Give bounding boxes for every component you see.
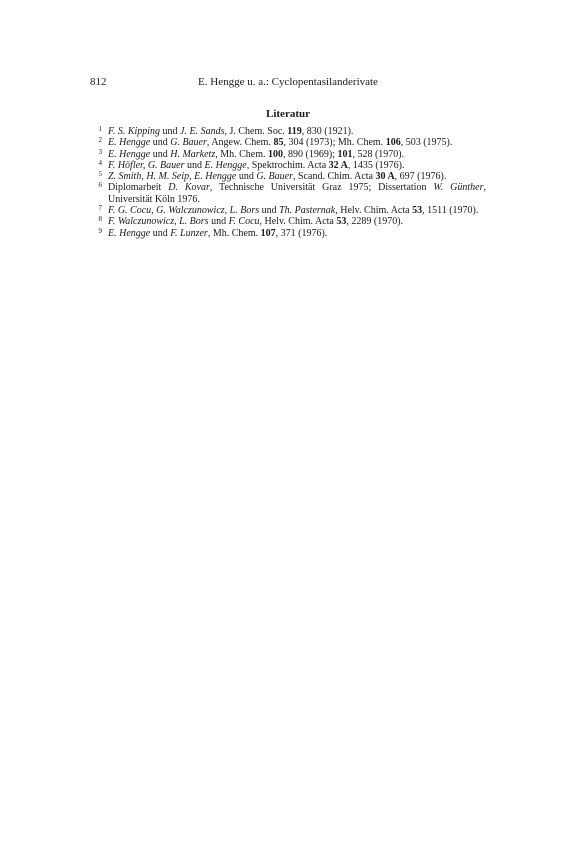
reference-text: , 697 (1976). [394,171,447,183]
reference-text: , Technische Universität Graz 1975; Dissertation [209,182,434,194]
reference-text: , Helv. Chim. Acta [335,205,413,217]
reference-author: E. Hengge [204,159,247,171]
reference-volume: 119 [287,126,302,137]
reference-item [90,137,486,148]
reference-number: 6 [98,181,102,190]
reference-author: Z. Smith, H. M. Seip, E. Hengge [108,171,237,183]
reference-text: , 890 (1969); [283,148,338,160]
reference-text: , Spektrochim. Acta [246,159,329,171]
reference-volume: 53 [336,216,347,228]
reference-author: E. Hengge [108,148,151,160]
reference-author: D. Kovar [168,182,210,194]
reference-volume: 100 [268,148,283,160]
reference-number: 7 [98,204,102,213]
reference-volume: 30 A [375,171,395,183]
reference-author: F. Höfler, G. Bauer [108,159,185,171]
reference-item [90,149,486,160]
reference-text: und [236,171,257,183]
reference-text: , Mh. Chem. [215,148,268,160]
reference-author: J. E. Sands [180,126,225,137]
reference-author: F. S. Kipping [108,126,161,137]
reference-text: , 2289 (1970). [346,216,404,228]
reference-text: , 1435 (1976). [347,159,405,171]
reference-volume: 107 [260,227,276,239]
reference-text: , 304 (1973); Mh. Chem. [283,137,386,149]
reference-text: und [160,126,181,137]
reference-text: und [150,137,171,149]
reference-text: , 1511 (1970). [422,205,479,217]
reference-text: und [184,159,205,171]
reference-volume: 85 [273,137,284,149]
reference-item [90,160,486,171]
reference-author: F. Cocu [228,216,260,228]
reference-text: , Mh. Chem. [207,227,261,239]
reference-item [90,216,486,227]
section-title: Literatur [266,108,310,120]
reference-text: und [208,216,229,228]
reference-number: 4 [98,158,102,167]
reference-volume: 32 A [328,159,348,171]
reference-number: 2 [98,136,102,145]
reference-text: Diplomarbeit [108,182,169,194]
reference-text: , Helv. Chim. Acta [259,216,337,228]
reference-author: F. Lunzer [170,227,208,239]
reference-author: G. Bauer [170,137,207,149]
page-number: 812 [90,76,107,88]
running-head: E. Hengge u. a.: Cyclopentasilanderivate [198,76,378,88]
reference-author: E. Hengge [108,227,151,239]
reference-text: , 371 (1976). [275,227,328,239]
reference-text: , 830 (1921). [301,126,354,137]
reference-item [90,228,486,239]
reference-text: , Angew. Chem. [206,137,274,149]
reference-volume: 101 [337,148,353,160]
reference-volume: 106 [385,137,401,149]
reference-author: Th. Pasternak [279,205,336,217]
reference-item [90,182,486,205]
reference-text: , 503 (1975). [400,137,453,149]
reference-text: , Universität Köln 1976. [108,182,486,205]
reference-author: H. Marketz [170,148,216,160]
reference-author: F. G. Cocu, G. Walczunowicz, L. Bors [108,205,260,217]
reference-number: 3 [98,147,102,156]
reference-item [90,171,486,182]
reference-number: 5 [98,170,102,179]
reference-text: , 528 (1970). [352,148,405,160]
reference-item [90,126,486,137]
reference-author: F. Walczunowicz, L. Bors [108,216,209,228]
reference-item [90,205,486,216]
reference-author: W. Günther [433,182,484,194]
reference-text: und [259,205,280,217]
reference-text: , J. Chem. Soc. [224,126,288,137]
reference-text: und [150,148,171,160]
reference-volume: 53 [412,205,423,217]
reference-number: 9 [98,226,102,235]
reference-number: 8 [98,215,102,224]
reference-list [90,126,486,239]
reference-text: , Scand. Chim. Acta [293,171,376,183]
reference-text: und [150,227,171,239]
reference-author: G. Bauer [256,171,293,183]
reference-author: E. Hengge [108,137,151,149]
reference-number: 1 [98,125,102,133]
